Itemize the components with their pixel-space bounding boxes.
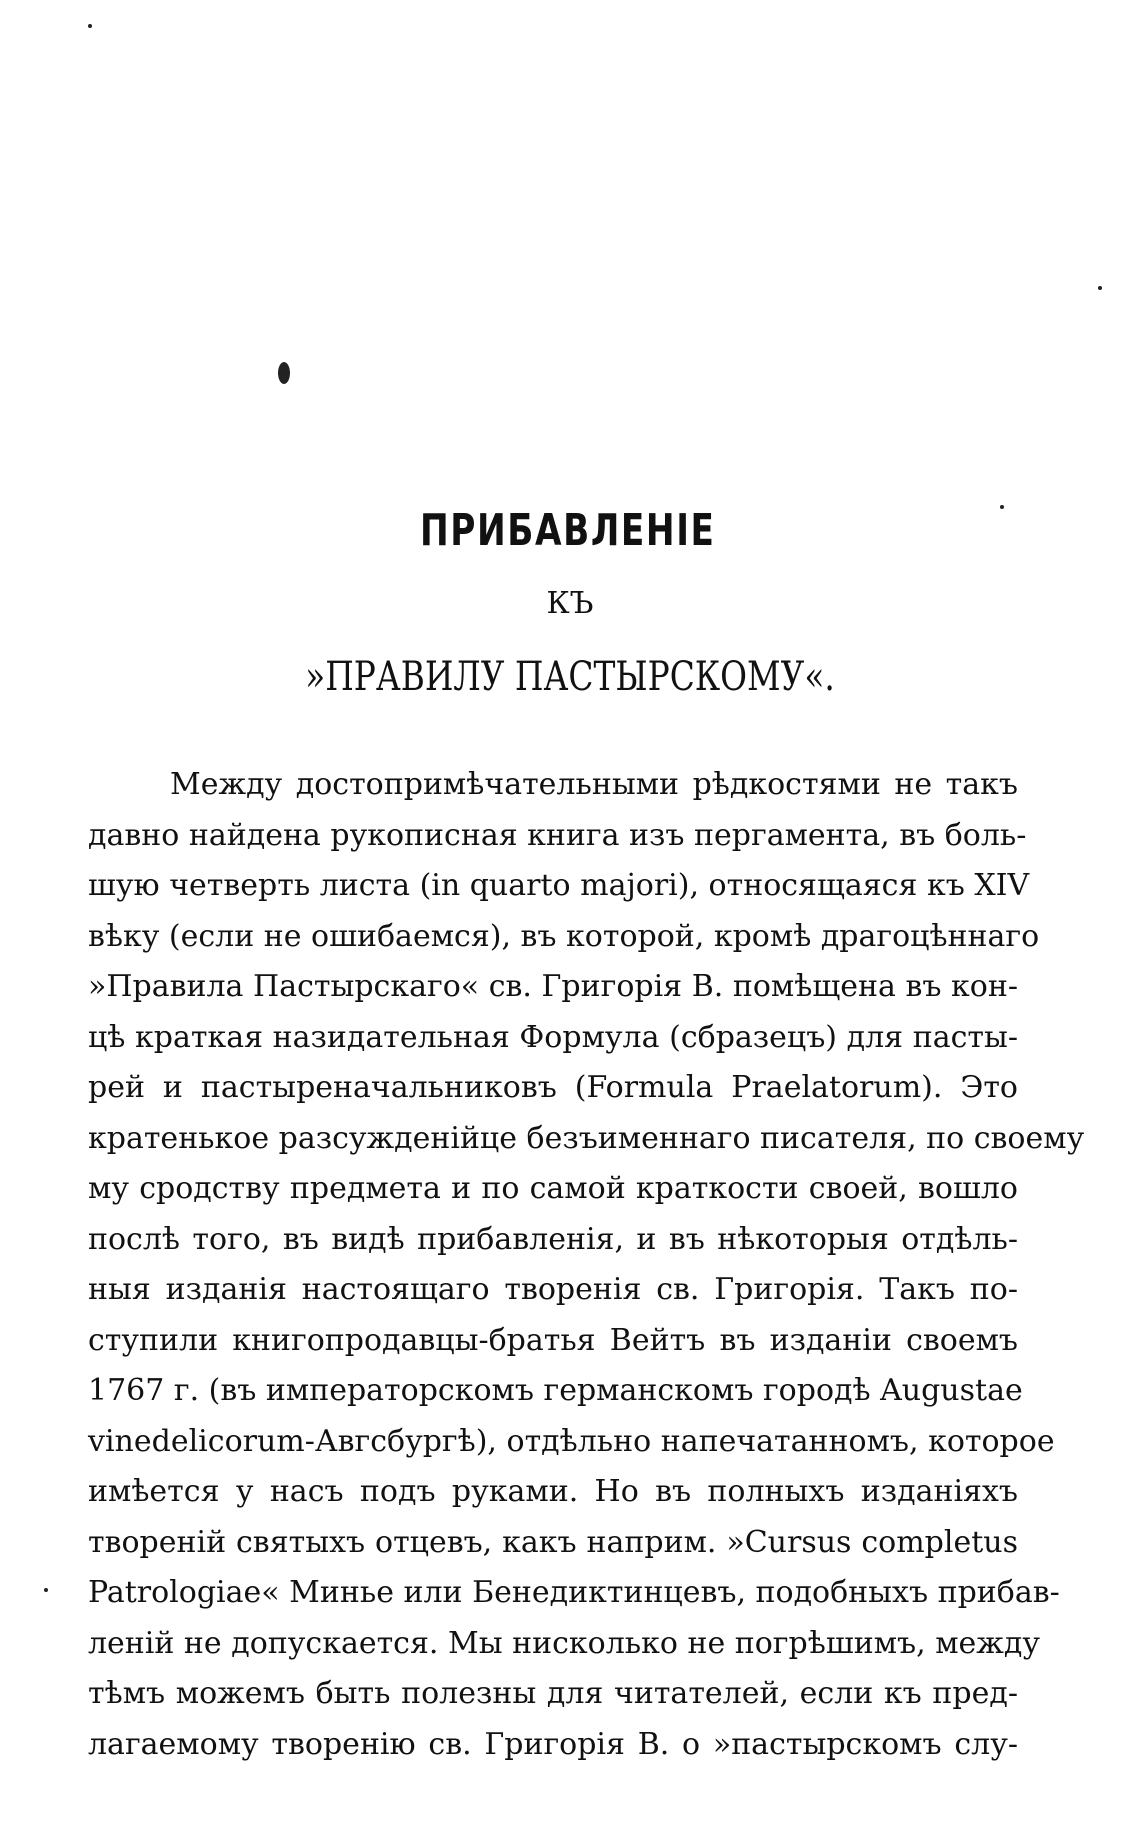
text-line: ныя изданія настоящаго творенія св. Григорія. Такъ по-	[88, 1272, 1018, 1307]
text-line: леній не допускается. Мы нисколько не погрѣшимъ, между	[88, 1625, 1041, 1661]
text-line: му сродству предмета и по самой краткости своей, вошло	[88, 1171, 1018, 1206]
text-line: шую четверть листа (in quarto majori), относящаяся къ XIV	[88, 868, 1030, 903]
text-line: твореній святыхъ отцевъ, какъ наприм. »Cursus completus	[88, 1524, 1018, 1560]
text-line: 1767 г. (въ императорскомъ германскомъ городѣ Augustae	[88, 1373, 1023, 1408]
text-line: послѣ того, въ видѣ прибавленія, и въ нѣкоторыя отдѣль-	[88, 1221, 1018, 1257]
section-title: ПРИБАВЛЕНІЕ	[420, 505, 716, 556]
text-line: цѣ краткая назидательная Формула (сбразецъ) для пасты-	[88, 1019, 1018, 1055]
text-line: давно найдена рукописная книга изъ пергамента, въ боль-	[88, 817, 1027, 853]
ink-spot-mark	[278, 362, 290, 384]
title-preposition: КЪ	[546, 586, 594, 621]
text-line: имѣется у насъ подъ руками. Но въ полныхъ изданіяхъ	[88, 1474, 1018, 1509]
ink-dot-mark	[1098, 286, 1102, 290]
text-line: лагаемому творенію св. Григорія В. о »пастырскомъ слу-	[88, 1726, 1018, 1762]
text-line: рей и пастыреначальниковъ (Formula Praelatorum). Это	[88, 1070, 1018, 1105]
ink-dot-mark	[44, 1588, 48, 1592]
text-line: Между достопримѣчательными рѣдкостями не такъ	[170, 767, 1018, 802]
text-line: вѣку (если не ошибаемся), въ которой, кромѣ драгоцѣннаго	[88, 918, 1040, 954]
text-line: vinedelicorum-Авгсбургѣ), отдѣльно напечатанномъ, которое	[88, 1423, 1055, 1459]
section-subtitle: »ПРАВИЛУ ПАСТЫРСКОМУ«.	[305, 654, 835, 700]
ink-dot-mark	[88, 24, 92, 28]
text-line: кратенькое разсужденійце безъименнаго писателя, по своему	[88, 1120, 1085, 1156]
text-line: Patrologiae« Минье или Бенедиктинцевъ, подобныхъ прибав-	[88, 1575, 1060, 1610]
text-line: ступили книгопродавцы-братья Вейтъ въ изданіи своемъ	[88, 1322, 1018, 1358]
text-line: тѣмъ можемъ быть полезны для читателей, если къ пред-	[88, 1676, 1018, 1711]
body-paragraph	[88, 760, 1085, 1770]
text-line: »Правила Пастырскаго« св. Григорія В. помѣщена въ кон-	[88, 969, 1018, 1004]
